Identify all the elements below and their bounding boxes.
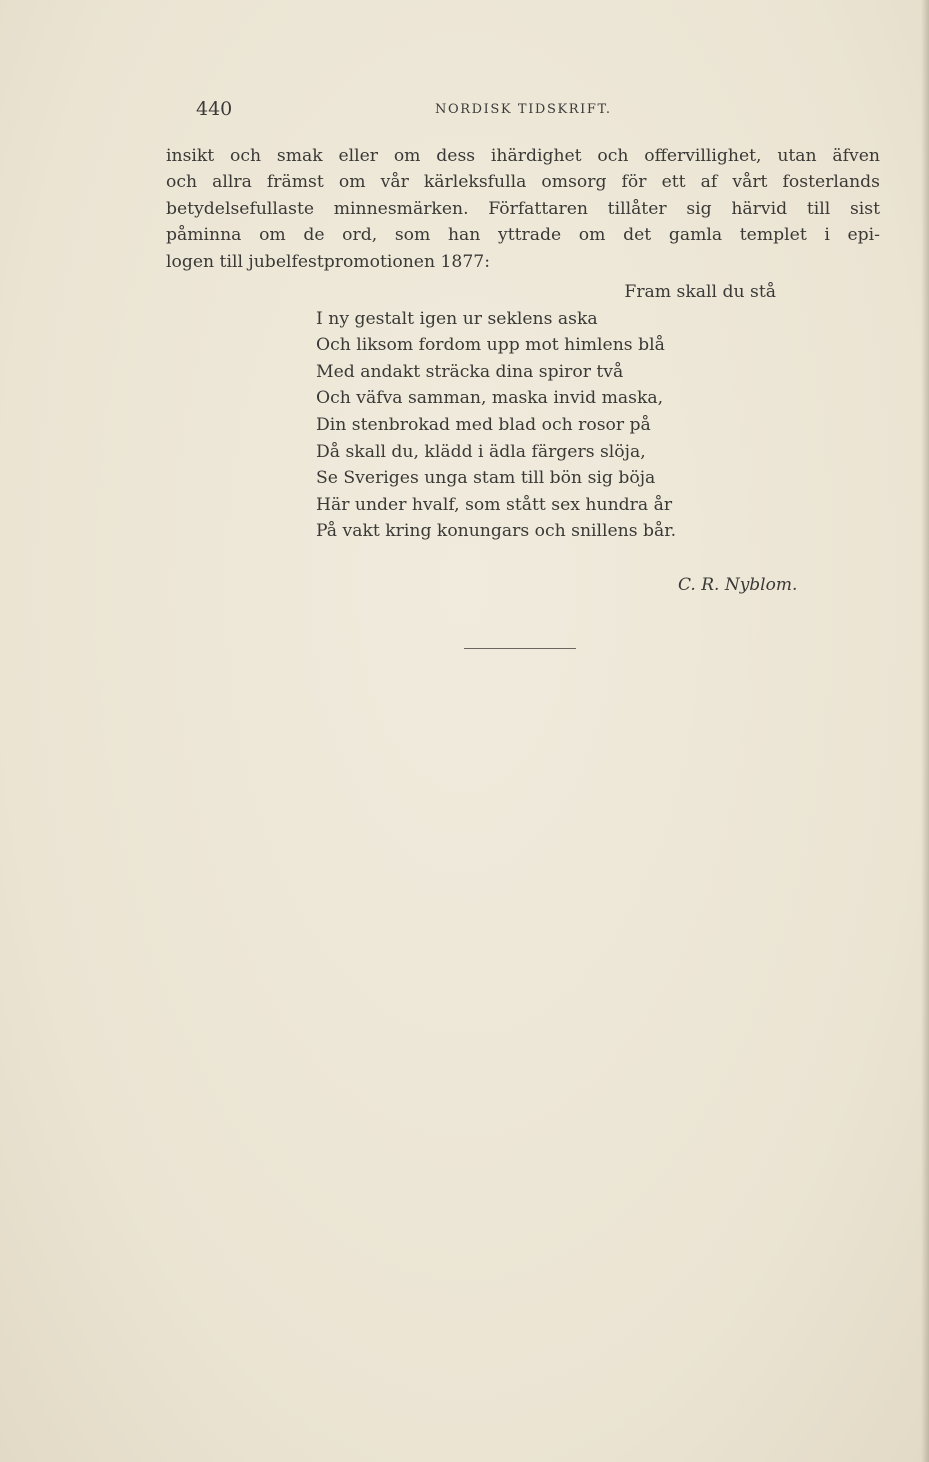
poem-line: Då skall du, klädd i ädla färgers slöja,	[316, 441, 646, 462]
author-signature: C. R. Nyblom.	[678, 575, 798, 595]
section-divider	[464, 648, 576, 649]
page-edge-shadow	[921, 0, 929, 1462]
poem-line: Och liksom fordom upp mot himlens blå	[316, 335, 665, 356]
prose-line: insikt och smak eller om dess ihärdighet och offervillighet, utan äfven	[166, 146, 880, 166]
poem-line: Fram skall du stå	[624, 282, 776, 302]
poem	[316, 279, 786, 545]
page-header	[196, 98, 616, 122]
prose-line: och allra främst om vår kärleksfulla omsorg för ett af vårt fosterlands	[166, 172, 880, 193]
running-head: NORDISK TIDSKRIFT.	[435, 102, 612, 117]
poem-line: På vakt kring konungars och snillens bår.	[316, 521, 677, 542]
poem-line: Din stenbrokad med blad och rosor på	[316, 414, 651, 435]
prose-paragraph	[166, 143, 880, 275]
poem-line: Och väfva samman, maska invid maska,	[316, 388, 664, 409]
poem-line: I ny gestalt igen ur seklens aska	[316, 308, 598, 329]
prose-line: påminna om de ord, som han yttrade om det gamla templet i epi-	[166, 225, 880, 246]
page-number: 440	[196, 98, 233, 120]
prose-line: betydelsefullaste minnesmärken. Författaren tillåter sig härvid till sist	[166, 198, 880, 219]
poem-line: Se Sveriges unga stam till bön sig böja	[316, 468, 656, 489]
poem-line: Med andakt sträcka dina spiror två	[316, 361, 624, 382]
poem-line: Här under hvalf, som stått sex hundra år	[316, 494, 673, 515]
prose-line: logen till jubelfestpromotionen 1877:	[166, 251, 491, 272]
